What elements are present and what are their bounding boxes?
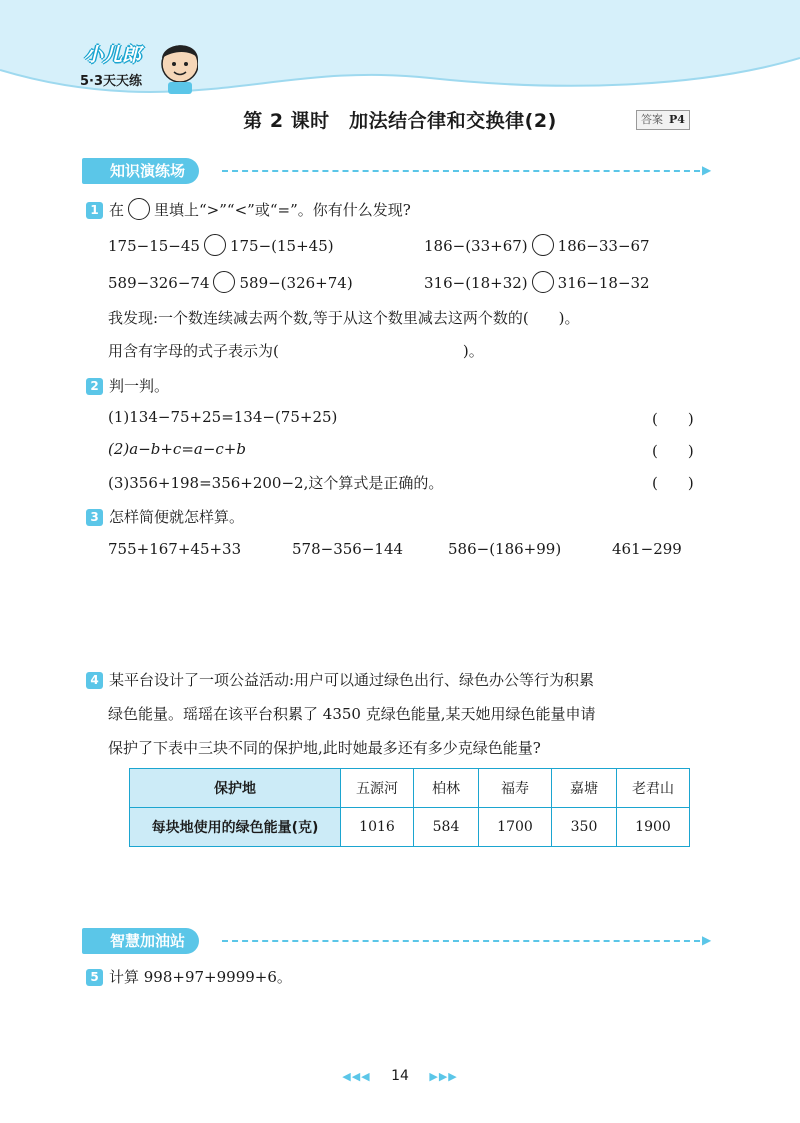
page-number: 14 [391,1068,409,1084]
q2-number: 2 [86,378,103,395]
answer-page: P4 [669,113,685,126]
q1-number: 1 [86,202,103,219]
q1-discovery[interactable]: 我发现:一个数连续减去两个数,等于从这个数里减去这两个数的( )。 [108,309,580,327]
q1-expr: 186−(33+67) [424,237,528,255]
brand-name: 小儿郎 [84,44,142,66]
q2-item-1: (1)134−75+25=134−(75+25) [108,408,338,426]
q1-expr: 316−(18+32) [424,274,528,292]
table-header-place: 保护地 [130,769,341,808]
section-header-wisdom [82,928,712,954]
q4-text-1: 某平台设计了一项公益活动:用户可以通过绿色出行、绿色办公等行为积累 [109,671,595,689]
judge-paren-2[interactable]: ( ) [652,442,694,460]
judge-paren-1[interactable]: ( ) [652,410,694,428]
q3-expr-1: 755+167+45+33 [108,540,242,558]
right-arrows-icon: ▶▶▶ [429,1070,458,1083]
q1-formula-close: )。 [462,342,484,360]
table-row [130,808,690,847]
section-header-practice [82,158,712,184]
arrow-right-icon: ▶ [702,933,712,947]
table-cell: 嘉塘 [552,769,617,808]
table-cell: 1700 [479,808,552,847]
q1-row-2 [108,271,353,293]
answer-label: 答案 [641,113,663,126]
q5-prompt-text: 计算 998+97+9999+6。 [109,968,292,986]
q1-prompt-b: 里填上“>”“<”或“=”。你有什么发现? [154,201,411,219]
q3-expr-4: 461−299 [612,540,682,558]
section-divider [222,940,700,942]
q4-number: 4 [86,672,103,689]
q1-expr: 589−(326+74) [239,274,353,292]
q3-number: 3 [86,509,103,526]
q1-expr: 316−18−32 [557,274,650,292]
answer-circle-2[interactable] [532,234,554,256]
left-arrows-icon: ◀◀◀ [342,1070,371,1083]
q5-number: 5 [86,969,103,986]
q3-prompt [86,506,244,527]
q1-prompt [86,198,411,220]
section-divider [222,170,700,172]
table-header-energy: 每块地使用的绿色能量(克) [130,808,341,847]
table-cell: 1900 [617,808,690,847]
q1-expr: 175−(15+45) [229,237,334,255]
q2-prompt-text: 判一判。 [109,377,170,395]
q1-formula[interactable] [108,340,484,361]
table-cell: 福寿 [479,769,552,808]
table-cell: 584 [414,808,479,847]
table-cell: 五源河 [341,769,414,808]
page-footer [0,1068,800,1084]
q1-row-2b [424,271,650,293]
q1-row-1b [424,234,650,256]
q3-prompt-text: 怎样简便就怎样算。 [109,508,245,526]
q2-prompt [86,375,169,396]
q1-expr: 589−326−74 [108,274,210,292]
q4-line-3: 保护了下表中三块不同的保护地,此时她最多还有多少克绿色能量? [108,739,541,757]
q1-formula-open: 用含有字母的式子表示为( [108,342,279,360]
table-row [130,769,690,808]
q1-row-1 [108,234,334,256]
q1-expr: 186−33−67 [557,237,650,255]
brand-series: 5·3天天练 [80,74,143,89]
q1-expr: 175−15−45 [108,237,200,255]
q2-item-2: (2)a−b+c=a−c+b [108,440,246,458]
answer-reference-tag[interactable] [636,110,690,130]
compare-circle[interactable] [128,198,150,220]
judge-paren-3[interactable]: ( ) [652,474,694,492]
table-cell: 老君山 [617,769,690,808]
lesson-title: 第 2 课时 加法结合律和交换律(2) [243,110,557,132]
section-title-practice: 知识演练场 [82,158,199,184]
answer-circle-4[interactable] [532,271,554,293]
table-cell: 350 [552,808,617,847]
q4-line-1 [86,669,594,690]
q3-expr-3: 586−(186+99) [448,540,562,558]
arrow-right-icon: ▶ [702,163,712,177]
q3-expr-2: 578−356−144 [292,540,404,558]
section-title-wisdom: 智慧加油站 [82,928,199,954]
q1-prompt-a: 在 [109,201,125,219]
q5-prompt [86,966,292,987]
table-cell: 柏林 [414,769,479,808]
energy-table [129,768,690,847]
answer-circle-3[interactable] [213,271,235,293]
q4-line-2: 绿色能量。瑶瑶在该平台积累了 4350 克绿色能量,某天她用绿色能量申请 [108,705,596,723]
q2-item-3: (3)356+198=356+200−2,这个算式是正确的。 [108,474,444,492]
answer-circle-1[interactable] [204,234,226,256]
table-cell: 1016 [341,808,414,847]
